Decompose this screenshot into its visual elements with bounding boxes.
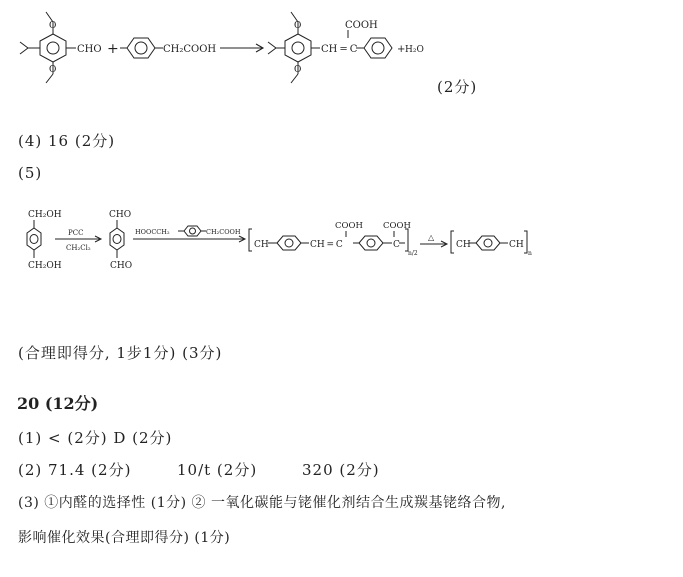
reaction-arrow-1 bbox=[220, 44, 263, 52]
start-bottom-group: CH₂OH bbox=[28, 261, 62, 271]
polymer-cooh2: COOH bbox=[383, 221, 411, 231]
mid-top-group: CHO bbox=[109, 210, 132, 220]
q20-line-2b: 10/t (2分) bbox=[177, 461, 258, 479]
reactant2-label: CH₂COOH bbox=[163, 44, 217, 55]
product-chain: CH = C bbox=[321, 44, 358, 55]
oxygen-top-2: O bbox=[294, 21, 302, 31]
reaction1-score: (2分) bbox=[437, 78, 478, 96]
reagent-solvent: CH₂Cl₂ bbox=[66, 244, 91, 252]
polymer-cooh1: COOH bbox=[335, 221, 363, 231]
polymer-subscript: n/2 bbox=[408, 250, 418, 257]
synthesis-scheme bbox=[0, 195, 683, 305]
q20-line-2c: 320 (2分) bbox=[302, 461, 380, 479]
trimethoxybenzaldehyde-structure bbox=[20, 12, 76, 83]
reasonable-note: (合理即得分, 1步1分) (3分) bbox=[18, 344, 223, 362]
reagent2-part-b: CH₂COOH bbox=[206, 228, 241, 236]
start-top-group: CH₂OH bbox=[28, 210, 62, 220]
mid-bottom-group: CHO bbox=[110, 261, 133, 271]
oxygen-bottom-2: O bbox=[294, 65, 302, 75]
oxygen-top-1: O bbox=[49, 21, 57, 31]
terephthalyl-alcohol-structure bbox=[27, 220, 41, 258]
water-label: H₂O bbox=[405, 45, 424, 55]
phenylacetic-acid-structure bbox=[120, 38, 163, 58]
plus-sign-1: + bbox=[107, 41, 119, 57]
terephthalaldehyde-structure bbox=[110, 220, 124, 258]
q20-line-1: (1) < (2分) D (2分) bbox=[18, 429, 173, 447]
plus-sign-2: + bbox=[397, 44, 406, 55]
q20-line-2a: (2) 71.4 (2分) bbox=[18, 461, 132, 479]
reagent2-part-a: HOOCCH₂ bbox=[135, 228, 170, 236]
q20-line-4: 影响催化效果(合理即得分) (1分) bbox=[18, 530, 231, 546]
answer-q4: (4) 16 (2分) bbox=[18, 132, 116, 150]
final-ch1: CH bbox=[456, 240, 471, 250]
heat-symbol: △ bbox=[428, 233, 435, 242]
q20-line-3: (3) ①内醛的选择性 (1分) ② 一氧化碳能与铑催化剂结合生成羰基铑络合物, bbox=[18, 495, 506, 511]
polymer-ch1: CH bbox=[254, 240, 269, 250]
reaction-1-scheme bbox=[0, 0, 683, 110]
oxygen-bottom-1: O bbox=[49, 65, 57, 75]
q20-heading: 20 (12分) bbox=[17, 394, 99, 413]
final-subscript: n bbox=[528, 250, 532, 257]
final-ch2: CH bbox=[509, 240, 524, 250]
answer-q5: (5) bbox=[18, 164, 43, 182]
reactant1-label: CHO bbox=[77, 44, 102, 55]
polymer-ch2: CH = C bbox=[310, 240, 343, 250]
reagent-pcc: PCC bbox=[68, 229, 84, 237]
product-cooh: COOH bbox=[345, 20, 378, 31]
polymer-c: C bbox=[393, 240, 400, 250]
